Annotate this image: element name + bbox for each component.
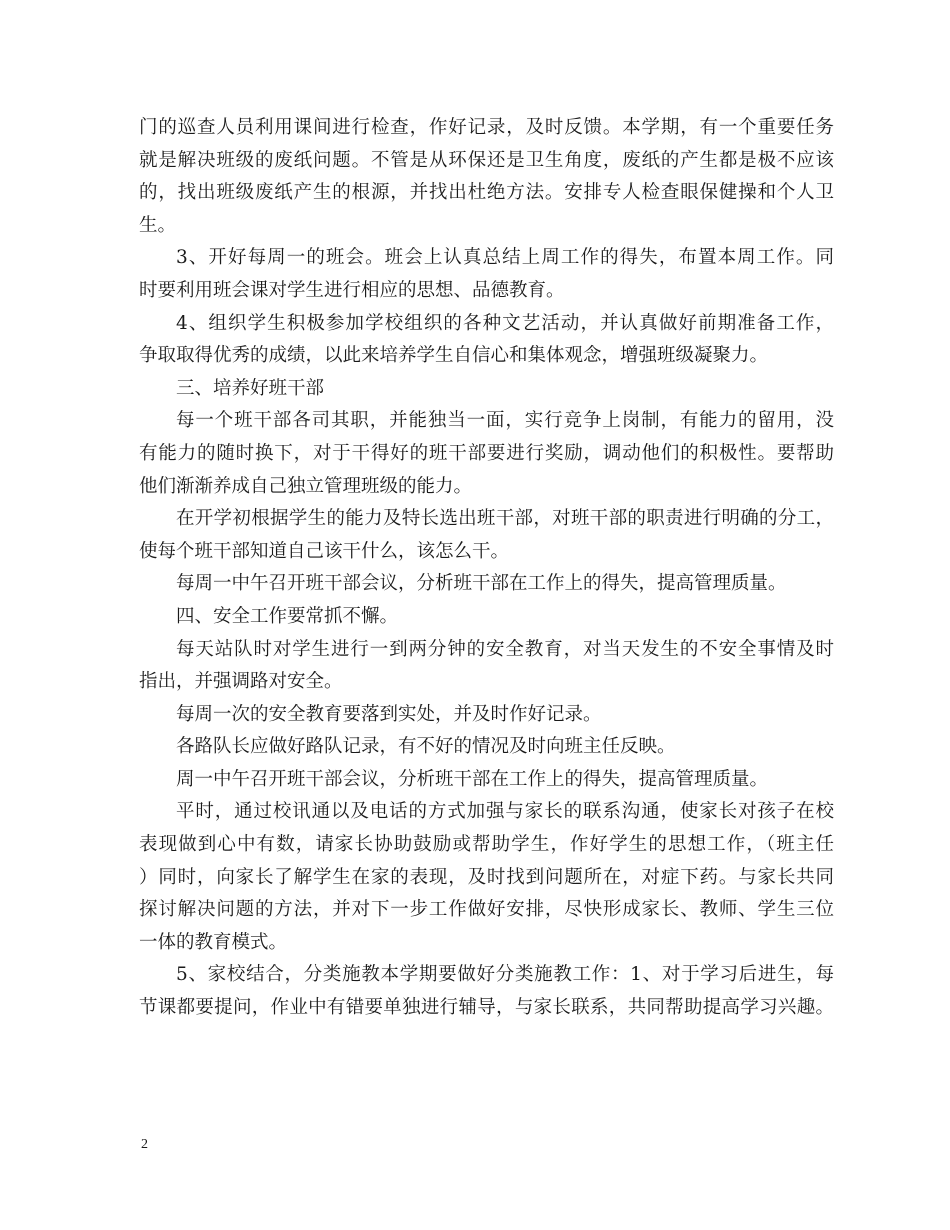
text-line: 指出，并强调路对安全。	[139, 671, 343, 693]
text-line: 的，找出班级废纸产生的根源，并找出杜绝方法。安排专人检查眼保健操和个人卫	[139, 182, 834, 204]
text-line: 生。	[139, 214, 177, 236]
text-line: 每周一次的安全教育要落到实处，并及时作好记录。	[176, 703, 602, 725]
text-line: 4、组织学生积极参加学校组织的各种文艺活动，并认真做好前期准备工作，	[176, 312, 834, 334]
text-line: 每天站队时对学生进行一到两分钟的安全教育，对当天发生的不安全事情及时	[176, 638, 834, 660]
text-line: 每周一中午召开班干部会议，分析班干部在工作上的得失，提高管理质量。	[176, 573, 787, 595]
text-line: 每一个班干部各司其职，并能独当一面，实行竞争上岗制，有能力的留用，没	[176, 410, 834, 432]
text-line: 节课都要提问，作业中有错要单独进行辅导，与家长联系，共同帮助提高学习兴趣。	[139, 997, 834, 1019]
text-line: 周一中午召开班干部会议，分析班干部在工作上的得失，提高管理质量。	[176, 768, 769, 790]
text-line: 各路队长应做好路队记录，有不好的情况及时向班主任反映。	[176, 736, 676, 758]
text-line: 他们渐渐养成自己独立管理班级的能力。	[139, 475, 473, 497]
text-line: 平时，通过校讯通以及电话的方式加强与家长的联系沟通，使家长对孩子在校	[176, 801, 834, 823]
text-line: 使每个班干部知道自己该干什么，该怎么干。	[139, 540, 510, 562]
text-line: 在开学初根据学生的能力及特长选出班干部，对班干部的职责进行明确的分工，	[176, 508, 834, 530]
text-line: 表现做到心中有数，请家长协助鼓励或帮助学生，作好学生的思想工作，（班主任	[139, 834, 834, 856]
document-body	[139, 112, 834, 1025]
text-line: 一体的教育模式。	[139, 931, 288, 953]
text-line: ）同时，向家长了解学生在家的表现，及时找到问题所在，对症下药。与家长共同	[139, 866, 834, 888]
text-line: 争取取得优秀的成绩，以此来培养学生自信心和集体观念，增强班级凝聚力。	[139, 345, 769, 367]
text-line: 有能力的随时换下，对于干得好的班干部要进行奖励，调动他们的积极性。要帮助	[139, 442, 834, 464]
text-line: 3、开好每周一的班会。班会上认真总结上周工作的得失，布置本周工作。同	[176, 247, 834, 269]
text-line: 就是解决班级的废纸问题。不管是从环保还是卫生角度，废纸的产生都是极不应该	[139, 149, 834, 171]
text-line: 时要利用班会课对学生进行相应的思想、品德教育。	[139, 279, 565, 301]
text-line: 探讨解决问题的方法，并对下一步工作做好安排，尽快形成家长、教师、学生三位	[139, 899, 834, 921]
text-line: 5、家校结合，分类施教本学期要做好分类施教工作：1、对于学习后进生，每	[176, 964, 834, 986]
page-number: 2	[141, 1137, 148, 1152]
section-heading: 四、安全工作要常抓不懈。	[176, 605, 399, 627]
text-line: 门的巡查人员利用课间进行检查，作好记录，及时反馈。本学期，有一个重要任务	[139, 117, 834, 138]
section-heading: 三、培养好班干部	[176, 377, 325, 399]
